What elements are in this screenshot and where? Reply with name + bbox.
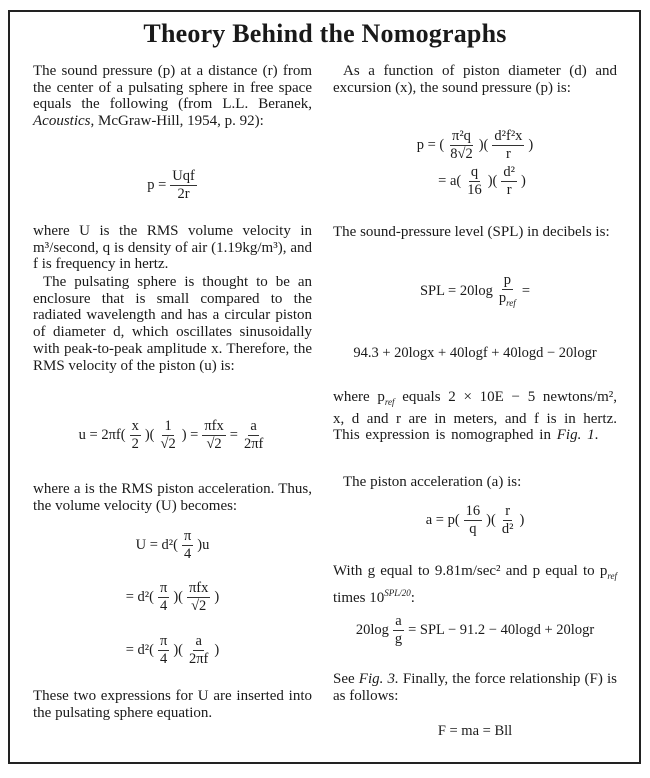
numerator: πfx	[204, 418, 224, 434]
eq-part: )(	[173, 642, 183, 658]
fraction	[492, 128, 524, 163]
eq-part: U = d²(	[135, 537, 178, 553]
eq-part: =	[229, 427, 238, 443]
text: See	[333, 671, 359, 687]
figure-reference: Fig. 3.	[358, 671, 399, 687]
eq-part: =	[521, 283, 530, 300]
denominator: 4	[160, 598, 168, 614]
fraction	[187, 633, 210, 668]
numerator: a	[195, 633, 202, 649]
denominator: 2πf	[243, 436, 264, 452]
equation-spl-expanded: 94.3 + 20logx + 40logf + 40logd − 20logr	[353, 345, 597, 361]
denominator: r	[506, 182, 512, 198]
fraction	[170, 168, 197, 203]
equation-spl	[333, 272, 617, 312]
denominator: 2	[131, 436, 139, 452]
denominator: 4	[183, 546, 192, 562]
denominator: √2	[191, 598, 207, 614]
eq-part: = d²(	[125, 589, 154, 605]
denominator: 8√2	[450, 146, 473, 162]
numerator: π	[159, 580, 168, 596]
denominator: 2πf	[188, 651, 209, 667]
fraction	[497, 272, 518, 312]
denominator: 16	[467, 182, 482, 198]
paragraph-spl-intro: The sound-pressure level (SPL) in decibels is:	[333, 224, 610, 240]
equation-force: F = ma = Bll	[437, 723, 513, 739]
eq-part: )	[521, 173, 526, 189]
eq-part: )(	[173, 589, 183, 605]
text: , McGraw-Hill, 1954, p. 92):	[90, 113, 264, 130]
eq-part: u = 2πf(	[78, 427, 126, 443]
equation-volume-velocity-2	[33, 580, 312, 615]
sidebar-title: Theory Behind the Nomographs	[143, 19, 507, 48]
numerator: d²f²x	[494, 128, 523, 144]
subscript: ref	[506, 297, 516, 308]
text: With g equal to 9.81m/sec² and p equal to p	[333, 563, 608, 579]
eq-part: )(	[486, 512, 496, 528]
text: equals 2 × 10E − 5 newtons/m², x, d and r are in meters, and f is in hertz. This expression is nomographed in	[333, 389, 617, 444]
numerator: a	[395, 613, 402, 629]
numerator: π²q	[452, 128, 471, 144]
numerator: r	[505, 503, 511, 519]
eq-part: )	[214, 642, 220, 658]
paragraph-conclusion: These two expressions for U are inserted into the pulsating sphere equation.	[33, 688, 312, 721]
text: .	[594, 427, 599, 444]
denominator: √2	[206, 436, 222, 452]
equation-sound-pressure	[33, 168, 312, 203]
eq-part: a = p(	[425, 512, 460, 528]
paragraph-gravity	[333, 563, 617, 606]
subscript: ref	[384, 397, 395, 407]
text: Finally, the force relationship (F) is as follows:	[333, 671, 617, 704]
eq-part: )	[528, 137, 534, 153]
subscript: ref	[607, 571, 617, 581]
denominator: g	[394, 631, 403, 647]
text: times 10	[333, 589, 385, 606]
equation-piston-velocity	[33, 418, 312, 453]
numerator: 16	[465, 503, 481, 519]
eq-part: )(	[487, 173, 498, 189]
eq-part: )	[214, 589, 220, 605]
paragraph-pref	[333, 389, 617, 444]
superscript: SPL/20	[384, 587, 411, 598]
numerator: πfx	[188, 580, 209, 596]
numerator: x	[131, 418, 139, 434]
fraction	[130, 418, 141, 453]
text: where p	[333, 389, 385, 405]
fraction	[448, 128, 474, 163]
eq-part: SPL = 20log	[419, 283, 493, 300]
paragraph-pulsating-sphere: The pulsating sphere is thought to be an enclosure that is small compared to the radiated wavelength and has a circular piston of diameter d, which oscillates sinusoidally with peak-to-peak amplitude x. Therefore, the RMS velocity of the piston (u) is:	[33, 274, 312, 374]
fraction	[158, 580, 169, 615]
equation-pressure-1	[333, 128, 617, 163]
paragraph-acceleration: where a is the RMS piston acceleration. Thus, the volume velocity (U) becomes:	[33, 481, 312, 514]
eq-part: ) =	[181, 427, 199, 443]
book-title: Acoustics	[33, 113, 91, 130]
equation-log-acceleration	[333, 613, 617, 648]
equation-pressure-2	[333, 164, 617, 199]
numerator: d²	[503, 164, 515, 180]
denominator: r	[505, 146, 511, 162]
eq-part: )u	[197, 537, 210, 553]
paragraph-intro	[33, 63, 312, 130]
eq-part: )(	[144, 427, 155, 443]
paragraph-piston-acceleration: The piston acceleration (a) is:	[343, 474, 522, 490]
equation-volume-velocity-1	[33, 528, 312, 563]
eq-part: )(	[478, 137, 489, 153]
denominator: q	[469, 521, 477, 537]
paragraph-piston-function: As a function of piston diameter (d) and excursion (x), the sound pressure (p) is:	[333, 63, 617, 96]
fraction	[501, 164, 517, 199]
numerator: 1	[164, 418, 172, 434]
numerator: Uqf	[172, 168, 195, 184]
fraction	[158, 633, 169, 668]
fraction	[182, 528, 193, 563]
fraction	[158, 418, 177, 453]
numerator: q	[470, 164, 479, 180]
fraction	[187, 580, 210, 615]
fraction	[465, 164, 484, 199]
text: The sound pressure (p) at a distance (r) from the center of a pulsating sphere in free space equals the following (from L.L. Beranek,	[33, 63, 312, 113]
text: :	[410, 589, 415, 606]
eq-part: p	[498, 290, 507, 306]
equation-acceleration	[333, 503, 617, 538]
fraction	[500, 503, 516, 538]
denominator	[497, 290, 518, 312]
paragraph-force	[333, 671, 617, 704]
figure-reference: Fig. 1	[556, 427, 595, 444]
numerator: π	[159, 633, 168, 649]
eq-part: = a(	[438, 173, 462, 189]
fraction	[202, 418, 225, 453]
numerator: p	[503, 272, 511, 288]
equation-volume-velocity-3	[33, 633, 312, 668]
denominator: d²	[501, 521, 514, 537]
eq-part: = d²(	[125, 642, 154, 658]
fraction	[464, 503, 483, 538]
fraction	[393, 613, 404, 648]
denominator: 4	[160, 651, 168, 667]
paragraph-definitions: where U is the RMS volume velocity in m³/second, q is density of air (1.19kg/m³), and f is frequency in hertz.	[33, 223, 312, 273]
eq-part: p = (	[416, 137, 445, 153]
eq-part: )	[519, 512, 525, 528]
numerator: a	[250, 418, 257, 434]
numerator: π	[183, 528, 192, 544]
eq-part: = SPL − 91.2 − 40logd + 20logr	[408, 622, 595, 638]
denominator: √2	[160, 436, 176, 452]
fraction	[242, 418, 265, 453]
eq-lhs: p =	[147, 177, 167, 193]
denominator: 2r	[177, 186, 190, 202]
eq-part: 20log	[355, 622, 389, 638]
